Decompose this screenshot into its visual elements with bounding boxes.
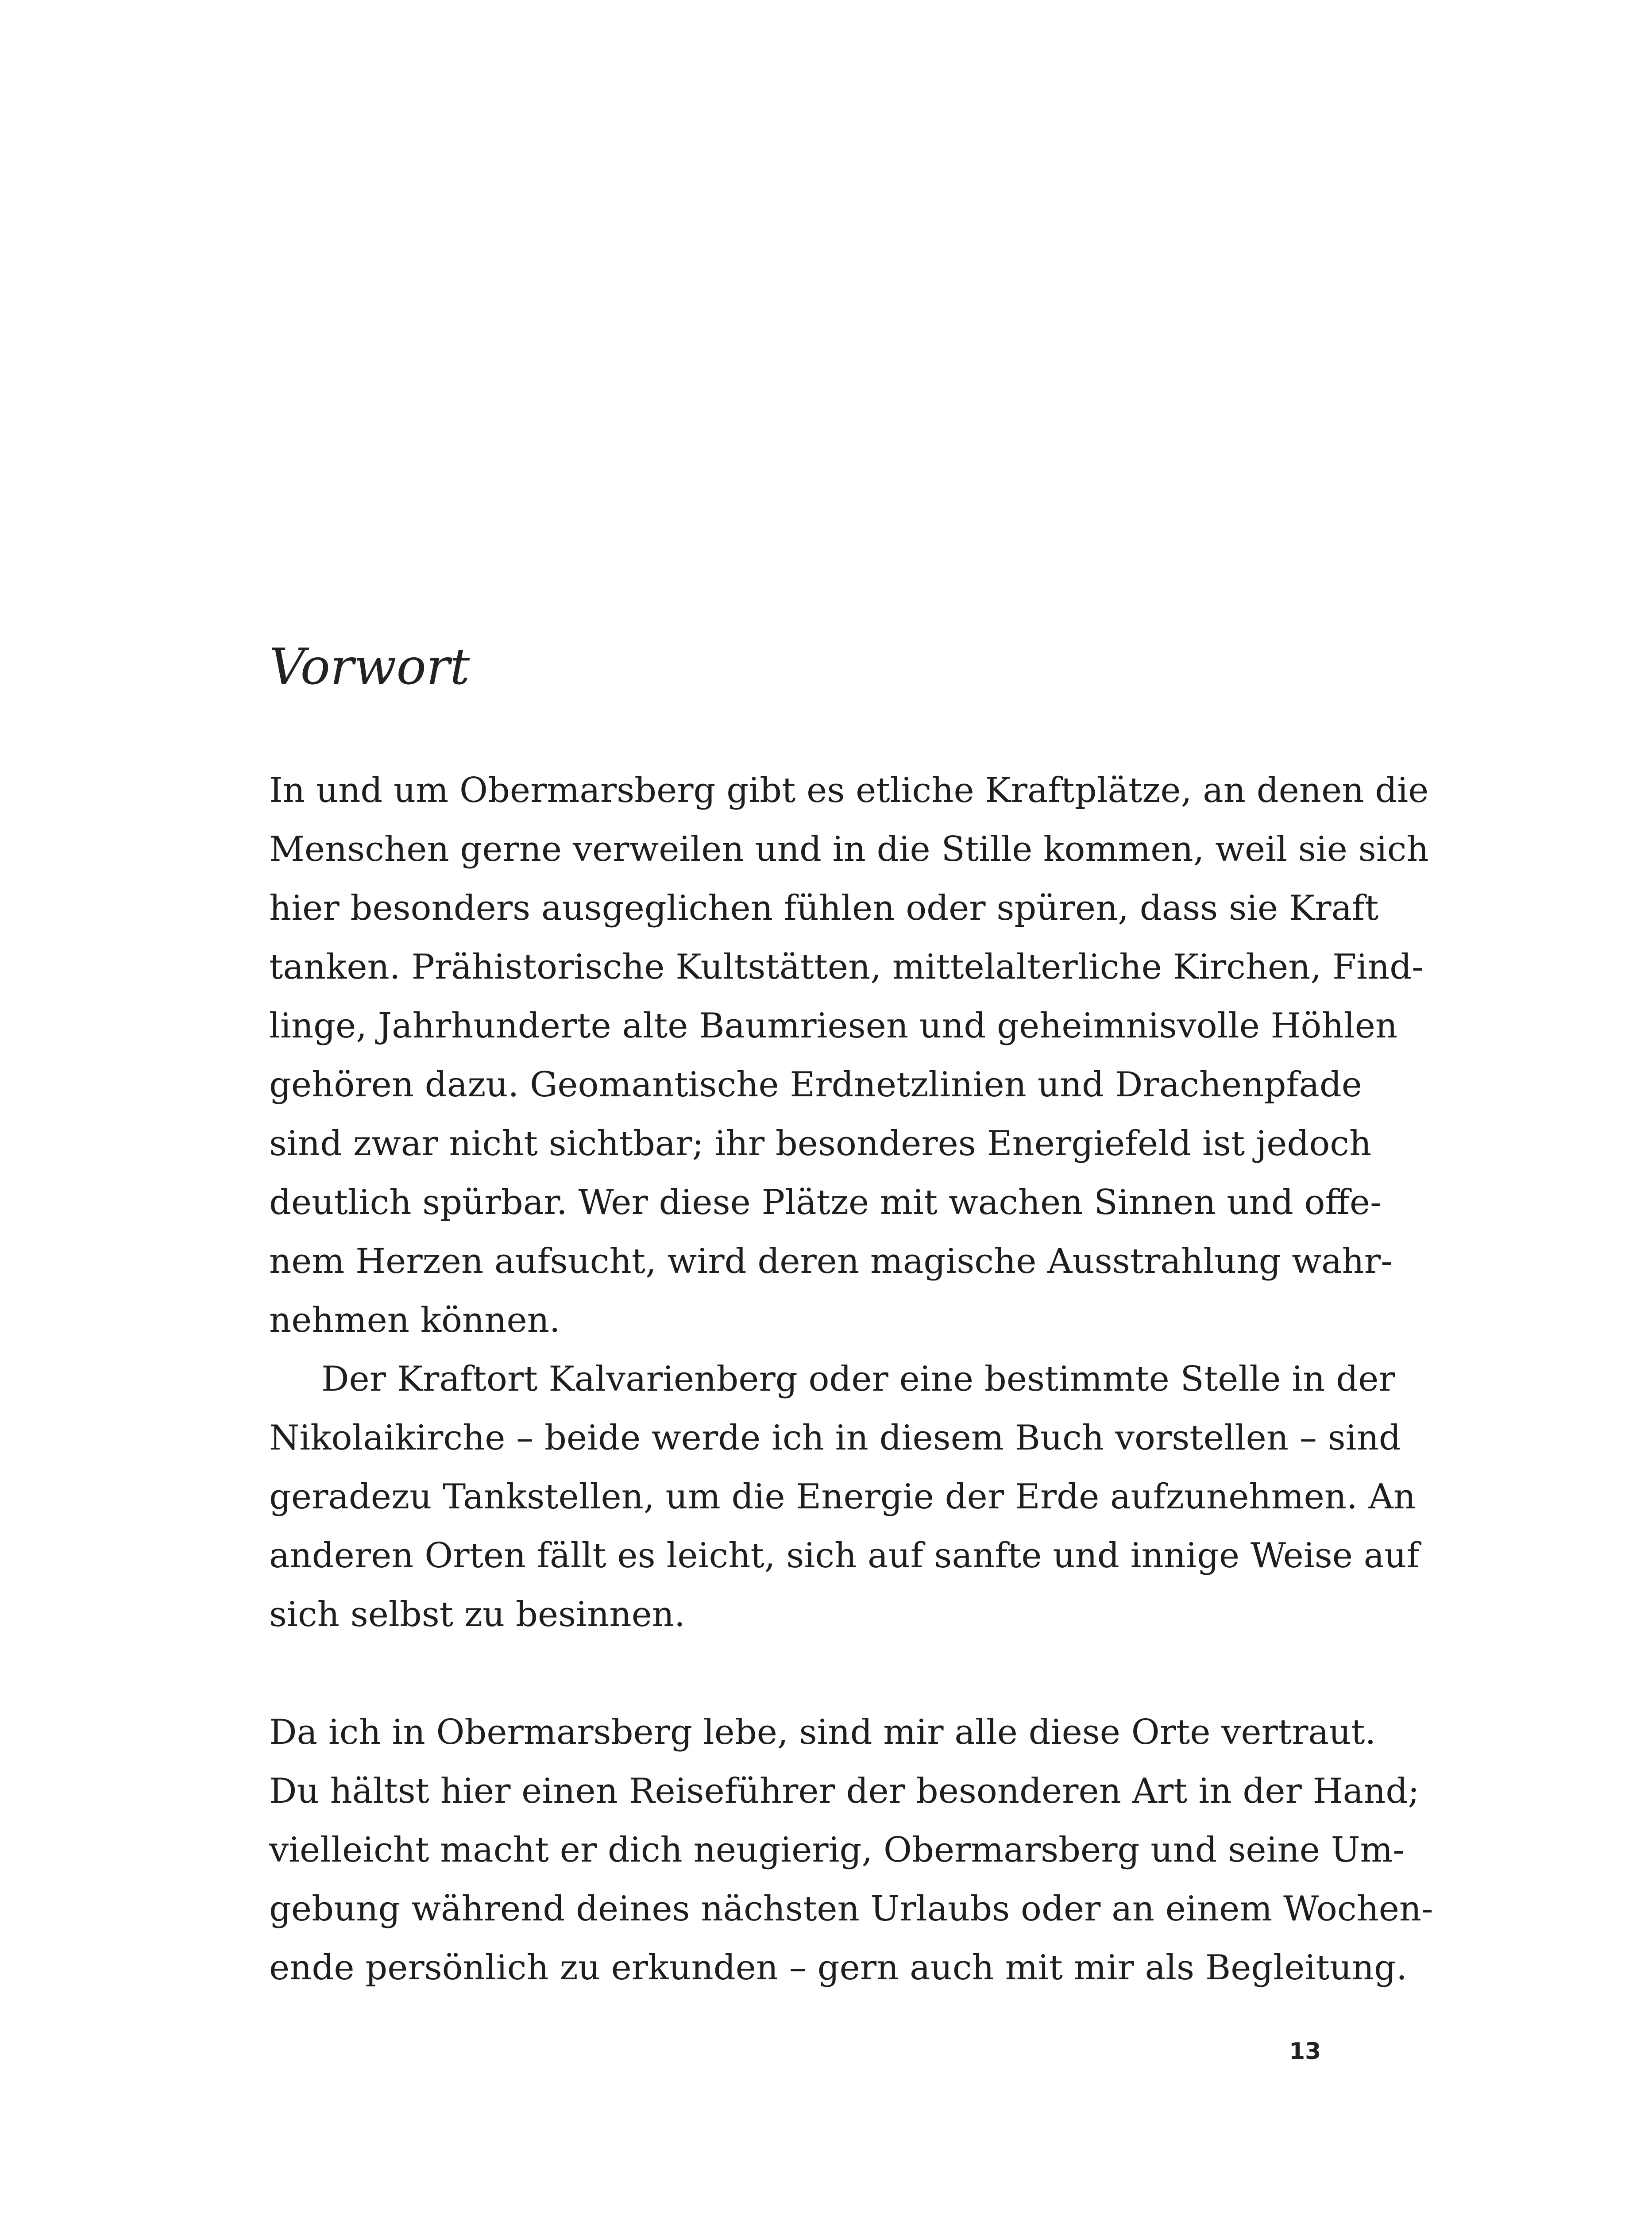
text-line: nehmen können. [269, 1300, 560, 1340]
text-line: Der Kraftort Kalvarienberg oder eine bestimmte Stelle in der [321, 1359, 1395, 1399]
body-text [269, 761, 1433, 1997]
text-line: Du hältst hier einen Reiseführer der besonderen Art in der Hand; [269, 1771, 1420, 1811]
paragraph-3 [269, 1703, 1433, 1997]
text-line: tanken. Prähistorische Kultstätten, mittelalterliche Kirchen, Find- [269, 947, 1424, 987]
text-line: In und um Obermarsberg gibt es etliche Kraftplätze, an denen die [269, 771, 1429, 810]
text-line: vielleicht macht er dich neugierig, Obermarsberg und seine Um- [269, 1830, 1405, 1870]
text-line: nem Herzen aufsucht, wird deren magische Ausstrahlung wahr- [269, 1241, 1393, 1281]
text-line: anderen Orten fällt es leicht, sich auf sanfte und innige Weise auf [269, 1536, 1420, 1576]
text-line: hier besonders ausgeglichen fühlen oder spüren, dass sie Kraft [269, 888, 1379, 928]
paragraph-2 [269, 1350, 1420, 1644]
paragraph-1 [269, 761, 1429, 1350]
text-line: ende persönlich zu erkunden – gern auch mit mir als Begleitung. [269, 1948, 1407, 1988]
paragraph-spacer [269, 1644, 1393, 1703]
text-line: geradezu Tankstellen, um die Energie der Erde aufzunehmen. An [269, 1477, 1416, 1517]
page-title: Vorwort [269, 638, 470, 696]
text-line: deutlich spürbar. Wer diese Plätze mit wachen Sinnen und offe- [269, 1183, 1382, 1222]
text-line: gebung während deines nächsten Urlaubs oder an einem Wochen- [269, 1889, 1433, 1929]
text-line: Da ich in Obermarsberg lebe, sind mir alle diese Orte vertraut. [269, 1712, 1376, 1752]
text-line: linge, Jahrhunderte alte Baumriesen und geheimnisvolle Höhlen [269, 1006, 1398, 1046]
text-line: sich selbst zu besinnen. [269, 1595, 685, 1635]
text-line: sind zwar nicht sichtbar; ihr besonderes Energiefeld ist jedoch [269, 1124, 1372, 1164]
text-line: Menschen gerne verweilen und in die Stille kommen, weil sie sich [269, 829, 1429, 869]
text-line: gehören dazu. Geomantische Erdnetzlinien und Drachenpfade [269, 1065, 1362, 1105]
page-number: 13 [1289, 2038, 1321, 2065]
text-line: Nikolaikirche – beide werde ich in diesem Buch vorstellen – sind [269, 1418, 1401, 1458]
